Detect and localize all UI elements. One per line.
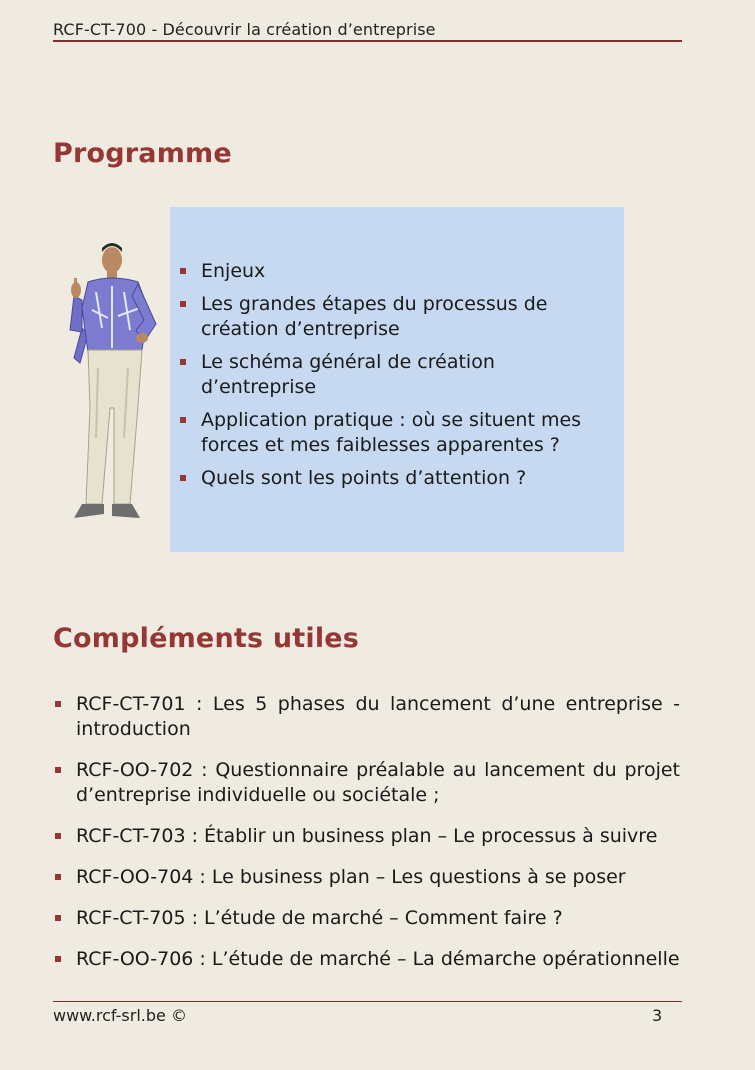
list-item: [178, 466, 598, 491]
square-bullet-icon: [55, 915, 61, 921]
complement-item-text: RCF-CT-705 : L’étude de marché – Comment faire ?: [76, 907, 563, 929]
square-bullet-icon: [180, 359, 186, 365]
list-item: [54, 947, 680, 972]
programme-item-text: Application pratique : où se situent mes forces et mes faiblesses apparentes ?: [201, 409, 582, 456]
list-item: [178, 408, 598, 458]
square-bullet-icon: [55, 956, 61, 962]
programme-item-text: Le schéma général de création d’entreprise: [201, 351, 495, 398]
document-header-title: RCF-CT-700 - Découvrir la création d’entreprise: [53, 20, 436, 39]
programme-item-text: Enjeux: [201, 260, 266, 282]
complement-item-text: RCF-OO-704 : Le business plan – Les questions à se poser: [76, 866, 626, 888]
footer-divider: [53, 1001, 682, 1002]
list-item: [178, 350, 598, 400]
square-bullet-icon: [180, 268, 186, 274]
programme-item-text: Les grandes étapes du processus de création d’entreprise: [201, 293, 548, 340]
complements-list: [54, 692, 680, 988]
square-bullet-icon: [55, 701, 61, 707]
programme-list: [178, 259, 598, 499]
complement-item-text: RCF-CT-701 : Les 5 phases du lancement d’une entreprise - introduction: [76, 693, 680, 740]
programme-item-text: Quels sont les points d’attention ?: [201, 467, 527, 489]
footer-website: www.rcf-srl.be ©: [53, 1006, 187, 1025]
page-number: 3: [652, 1006, 663, 1025]
list-item: [54, 824, 680, 849]
square-bullet-icon: [55, 874, 61, 880]
square-bullet-icon: [55, 767, 61, 773]
list-item: [54, 692, 680, 742]
square-bullet-icon: [180, 301, 186, 307]
header-divider: [53, 40, 682, 42]
complement-item-text: RCF-CT-703 : Établir un business plan – Le processus à suivre: [76, 825, 658, 847]
list-item: [178, 259, 598, 284]
square-bullet-icon: [180, 417, 186, 423]
programme-heading: Programme: [53, 138, 232, 169]
square-bullet-icon: [180, 475, 186, 481]
complement-item-text: RCF-OO-706 : L’étude de marché – La démarche opérationnelle: [76, 948, 680, 970]
list-item: [54, 906, 680, 931]
complements-heading: Compléments utiles: [53, 623, 360, 654]
presenter-figure-illustration: [52, 238, 172, 528]
complement-item-text: RCF-OO-702 : Questionnaire préalable au lancement du projet d’entreprise individuelle ou sociétale ;: [76, 759, 680, 806]
list-item: [54, 865, 680, 890]
list-item: [54, 758, 680, 808]
list-item: [178, 292, 598, 342]
square-bullet-icon: [55, 833, 61, 839]
programme-box: [170, 207, 624, 552]
